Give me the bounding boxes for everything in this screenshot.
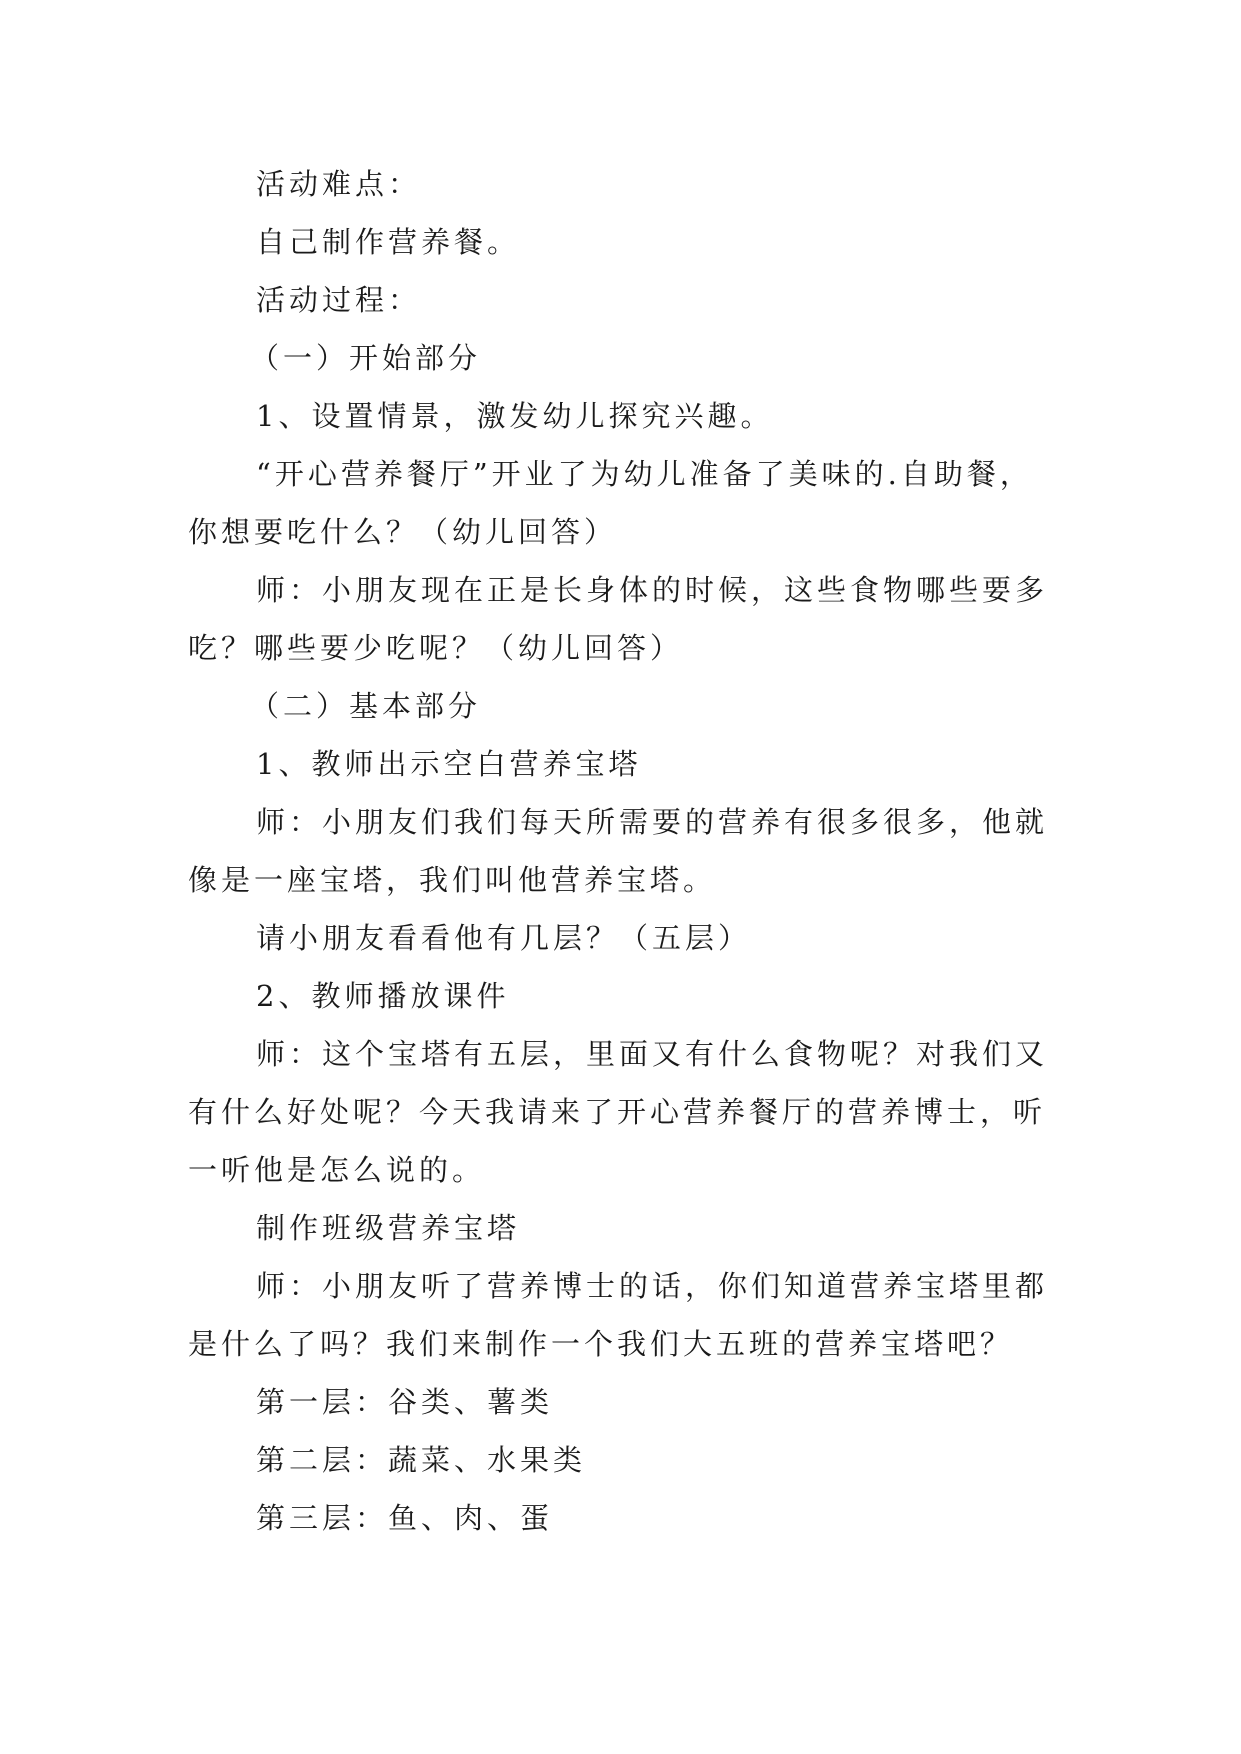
- step-1-scenario: 1、设置情景，激发幼儿探究兴趣。: [256, 399, 774, 433]
- document-body: [188, 155, 1058, 1547]
- step-2-play-courseware: 2、教师播放课件: [256, 979, 510, 1013]
- section-heading-basic: （二）基本部分: [250, 689, 482, 723]
- layer-2-item: 第二层：蔬菜、水果类: [256, 1443, 587, 1477]
- section-heading-start: （一）开始部分: [250, 341, 482, 375]
- paragraph-teacher-make-pagoda: 师：小朋友听了营养博士的话，你们知道营养宝塔里都是什么了吗？我们来制作一个我们大五班的营养宝塔吧？: [188, 1269, 1049, 1361]
- paragraph-teacher-question: 师：小朋友现在正是长身体的时候，这些食物哪些要多吃？哪些要少吃呢？（幼儿回答）: [188, 573, 1049, 665]
- layer-3-item: 第三层：鱼、肉、蛋: [256, 1501, 554, 1535]
- layer-1-item: 第一层：谷类、薯类: [256, 1385, 554, 1419]
- heading-activity-difficulty: 活动难点：: [256, 167, 422, 201]
- paragraph-restaurant-intro: “开心营养餐厅”开业了为幼儿准备了美味的.自助餐，你想要吃什么？（幼儿回答）: [188, 457, 1033, 549]
- paragraph-teacher-five-layers: 师：这个宝塔有五层，里面又有什么食物呢？对我们又有什么好处呢？今天我请来了开心营养餐厅的营养博士，听一听他是怎么说的。: [188, 1037, 1049, 1187]
- heading-activity-process: 活动过程：: [256, 283, 422, 317]
- paragraph-teacher-pagoda: 师：小朋友们我们每天所需要的营养有很多很多，他就像是一座宝塔，我们叫他营养宝塔。: [188, 805, 1049, 897]
- paragraph-difficulty-text: 自己制作营养餐。: [256, 225, 521, 259]
- heading-make-class-pagoda: 制作班级营养宝塔: [256, 1211, 521, 1245]
- paragraph-how-many-layers: 请小朋友看看他有几层？（五层）: [256, 921, 752, 955]
- step-1-show-pagoda: 1、教师出示空白营养宝塔: [256, 747, 642, 781]
